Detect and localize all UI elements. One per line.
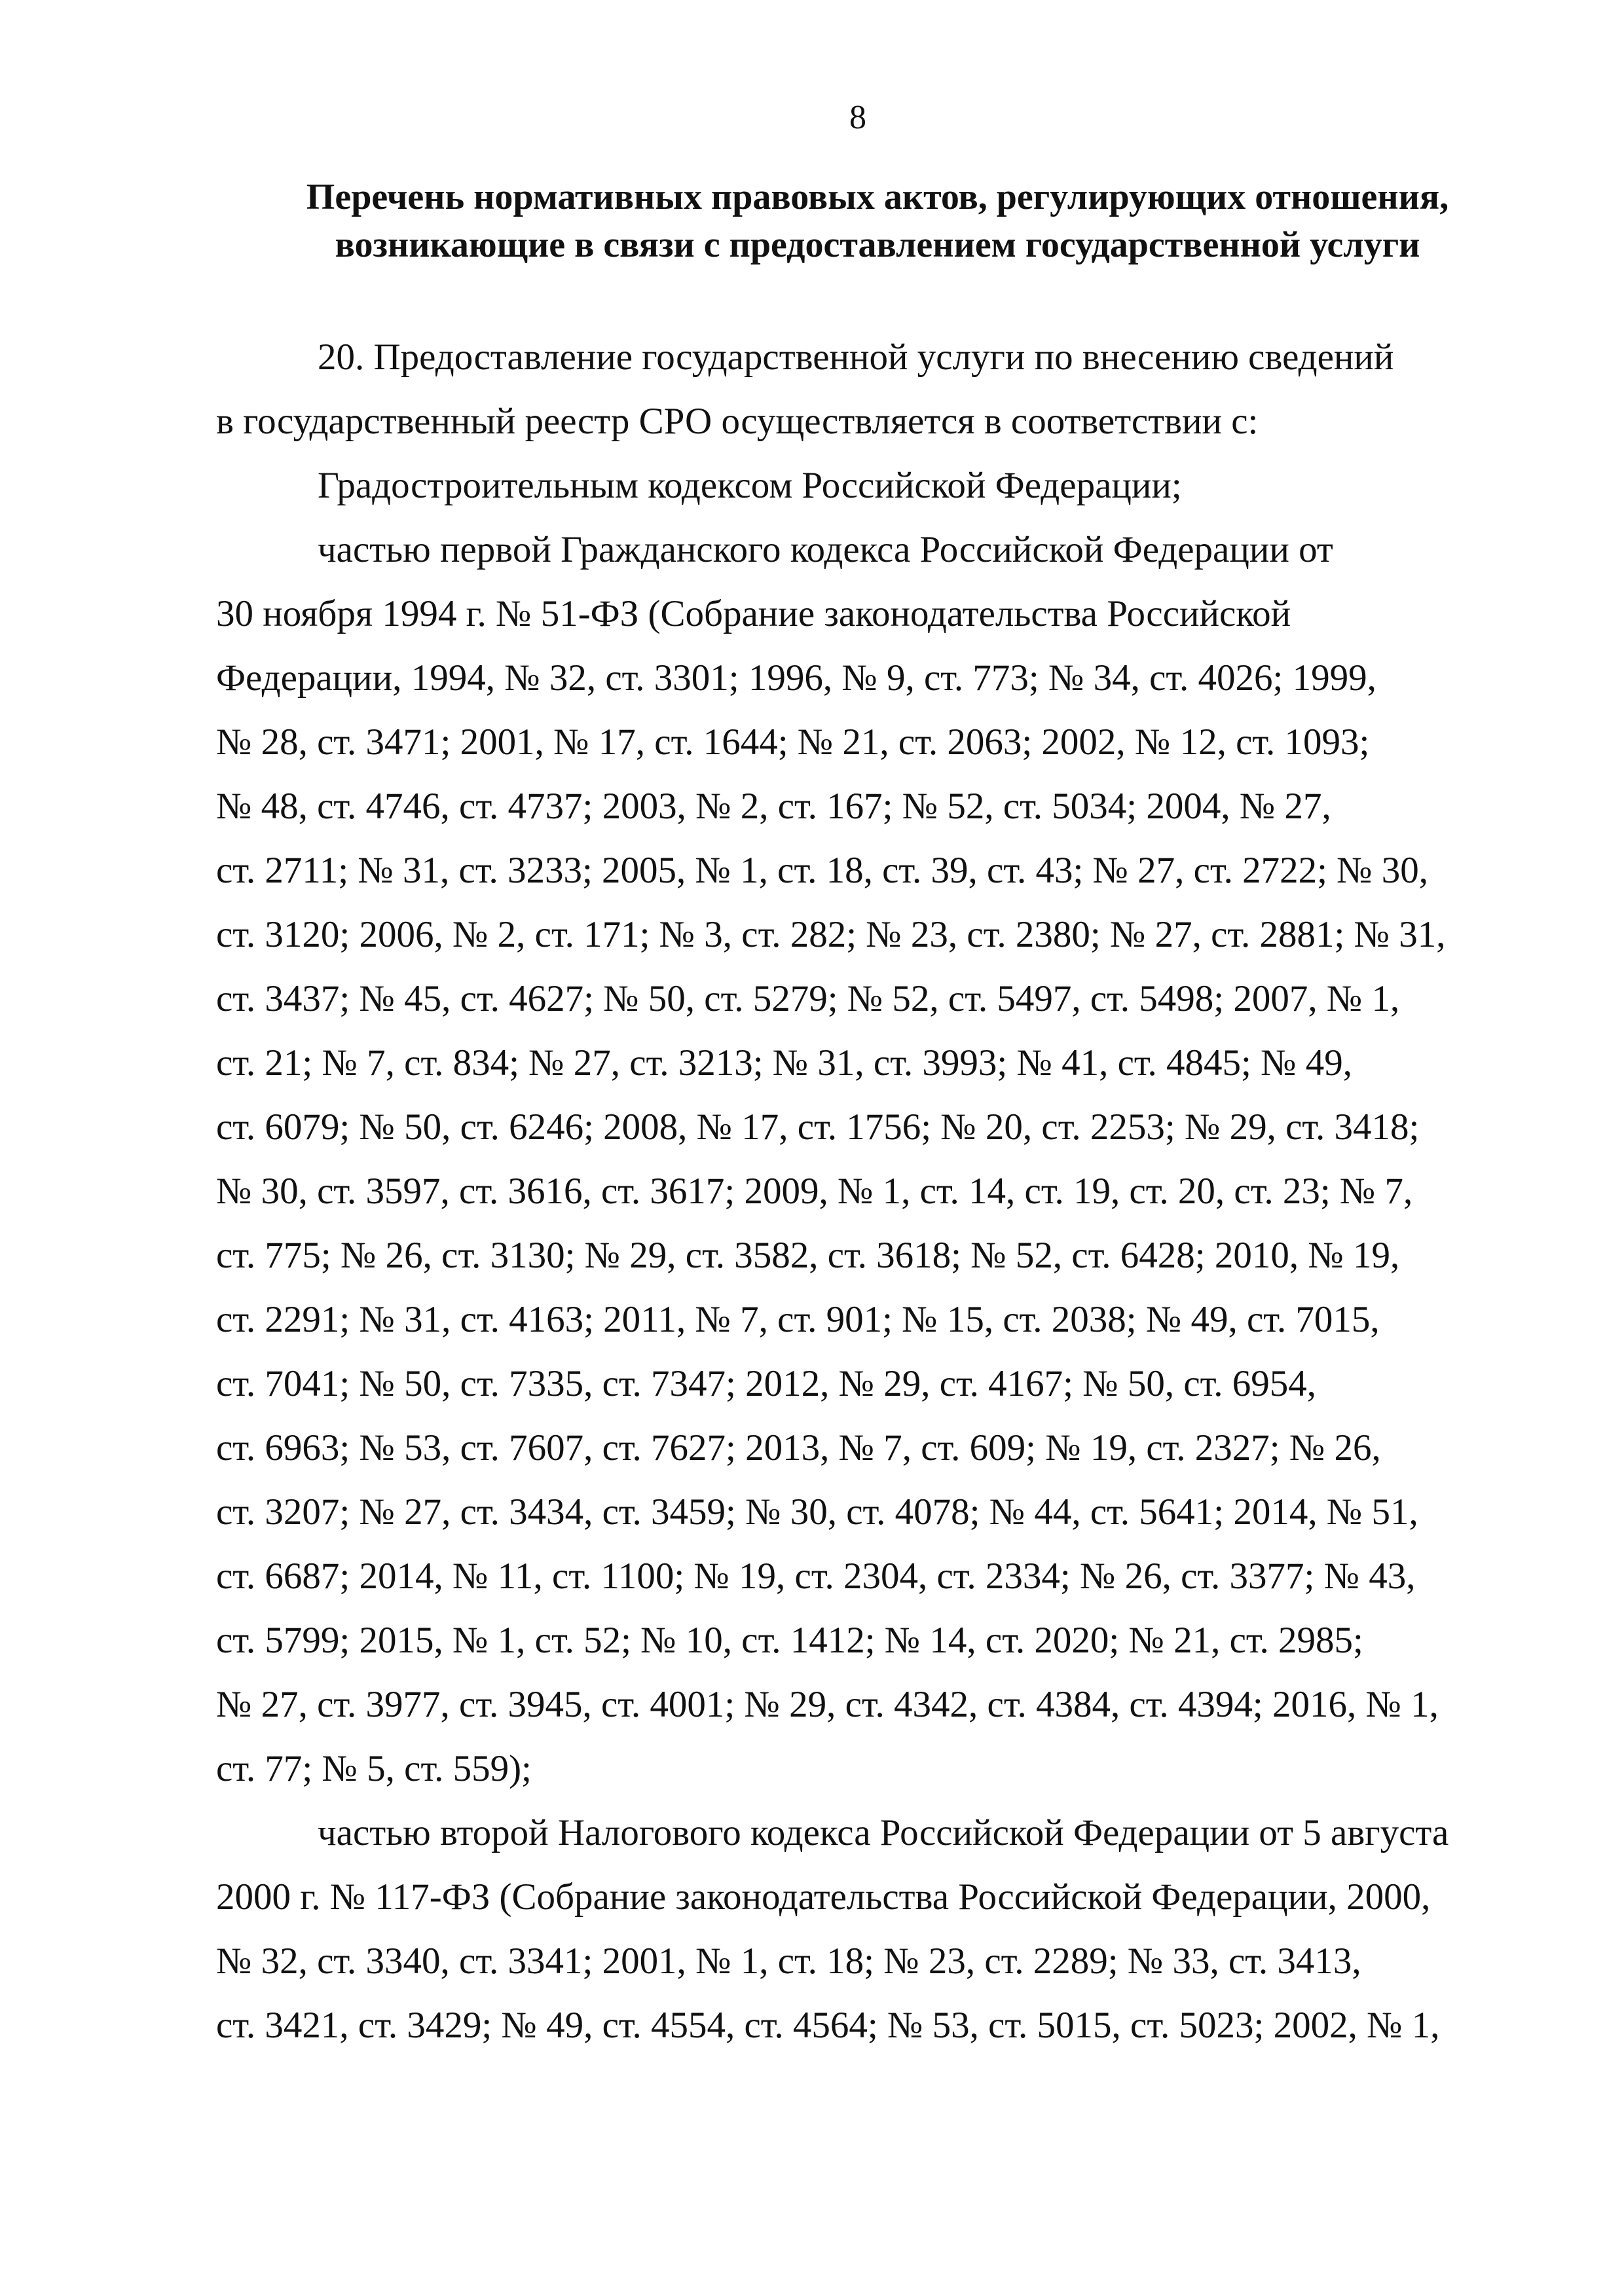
text-line: в государственный реестр СРО осуществляется в соответствии с: xyxy=(216,401,1259,442)
text-line: № 30, ст. 3597, ст. 3616, ст. 3617; 2009, № 1, ст. 14, ст. 19, ст. 20, ст. 23; № 7, xyxy=(216,1171,1413,1212)
text-line: № 27, ст. 3977, ст. 3945, ст. 4001; № 29, ст. 4342, ст. 4384, ст. 4394; 2016, № 1, xyxy=(216,1684,1439,1725)
heading-line-2: возникающие в связи с предоставлением государственной услуги xyxy=(335,225,1420,265)
section-heading xyxy=(249,173,1506,269)
page-number: 8 xyxy=(849,99,866,136)
text-line: ст. 3207; № 27, ст. 3434, ст. 3459; № 30, ст. 4078; № 44, ст. 5641; 2014, № 51, xyxy=(216,1491,1418,1533)
text-line: частью первой Гражданского кодекса Российской Федерации от xyxy=(318,529,1333,570)
paragraph-p-nk xyxy=(216,1801,1486,2058)
text-line: 2000 г. № 117-ФЗ (Собрание законодательства Российской Федерации, 2000, xyxy=(216,1876,1431,1918)
text-line: ст. 6963; № 53, ст. 7607, ст. 7627; 2013, № 7, ст. 609; № 19, ст. 2327; № 26, xyxy=(216,1427,1381,1468)
document-body xyxy=(216,325,1486,2058)
text-line: 30 ноября 1994 г. № 51-ФЗ (Собрание законодательства Российской xyxy=(216,593,1291,634)
text-line: № 48, ст. 4746, ст. 4737; 2003, № 2, ст. 167; № 52, ст. 5034; 2004, № 27, xyxy=(216,786,1331,827)
text-line: ст. 2291; № 31, ст. 4163; 2011, № 7, ст. 901; № 15, ст. 2038; № 49, ст. 7015, xyxy=(216,1299,1380,1340)
text-line: ст. 3437; № 45, ст. 4627; № 50, ст. 5279; № 52, ст. 5497, ст. 5498; 2007, № 1, xyxy=(216,978,1400,1019)
text-line: 20. Предоставление государственной услуги по внесению сведений xyxy=(318,337,1394,378)
text-line: ст. 3120; 2006, № 2, ст. 171; № 3, ст. 282; № 23, ст. 2380; № 27, ст. 2881; № 31, xyxy=(216,914,1446,955)
text-line: № 32, ст. 3340, ст. 3341; 2001, № 1, ст. 18; № 23, ст. 2289; № 33, ст. 3413, xyxy=(216,1941,1361,1982)
text-line: ст. 6687; 2014, № 11, ст. 1100; № 19, ст. 2304, ст. 2334; № 26, ст. 3377; № 43, xyxy=(216,1556,1416,1597)
heading-line-1: Перечень нормативных правовых актов, регулирующих отношения, xyxy=(306,177,1449,217)
text-line: Федерации, 1994, № 32, ст. 3301; 1996, № 9, ст. 773; № 34, ст. 4026; 1999, xyxy=(216,657,1376,699)
text-line: ст. 7041; № 50, ст. 7335, ст. 7347; 2012, № 29, ст. 4167; № 50, ст. 6954, xyxy=(216,1363,1317,1404)
text-line: ст. 2711; № 31, ст. 3233; 2005, № 1, ст. 18, ст. 39, ст. 43; № 27, ст. 2722; № 30, xyxy=(216,850,1429,891)
paragraph-p-gradostr xyxy=(216,454,1486,518)
paragraph-p-gk xyxy=(216,518,1486,1801)
text-line: Градостроительным кодексом Российской Федерации; xyxy=(318,465,1182,506)
text-line: № 28, ст. 3471; 2001, № 17, ст. 1644; № 21, ст. 2063; 2002, № 12, ст. 1093; xyxy=(216,721,1370,763)
text-line: ст. 3421, ст. 3429; № 49, ст. 4554, ст. 4564; № 53, ст. 5015, ст. 5023; 2002, № 1, xyxy=(216,2005,1440,2046)
text-line: ст. 21; № 7, ст. 834; № 27, ст. 3213; № 31, ст. 3993; № 41, ст. 4845; № 49, xyxy=(216,1042,1352,1084)
paragraph-p20 xyxy=(216,325,1486,454)
text-line: ст. 775; № 26, ст. 3130; № 29, ст. 3582, ст. 3618; № 52, ст. 6428; 2010, № 19, xyxy=(216,1235,1400,1276)
text-line: частью второй Налогового кодекса Российской Федерации от 5 августа xyxy=(318,1812,1449,1853)
text-line: ст. 77; № 5, ст. 559); xyxy=(216,1748,532,1789)
text-line: ст. 6079; № 50, ст. 6246; 2008, № 17, ст. 1756; № 20, ст. 2253; № 29, ст. 3418; xyxy=(216,1106,1420,1148)
text-line: ст. 5799; 2015, № 1, ст. 52; № 10, ст. 1412; № 14, ст. 2020; № 21, ст. 2985; xyxy=(216,1620,1363,1661)
